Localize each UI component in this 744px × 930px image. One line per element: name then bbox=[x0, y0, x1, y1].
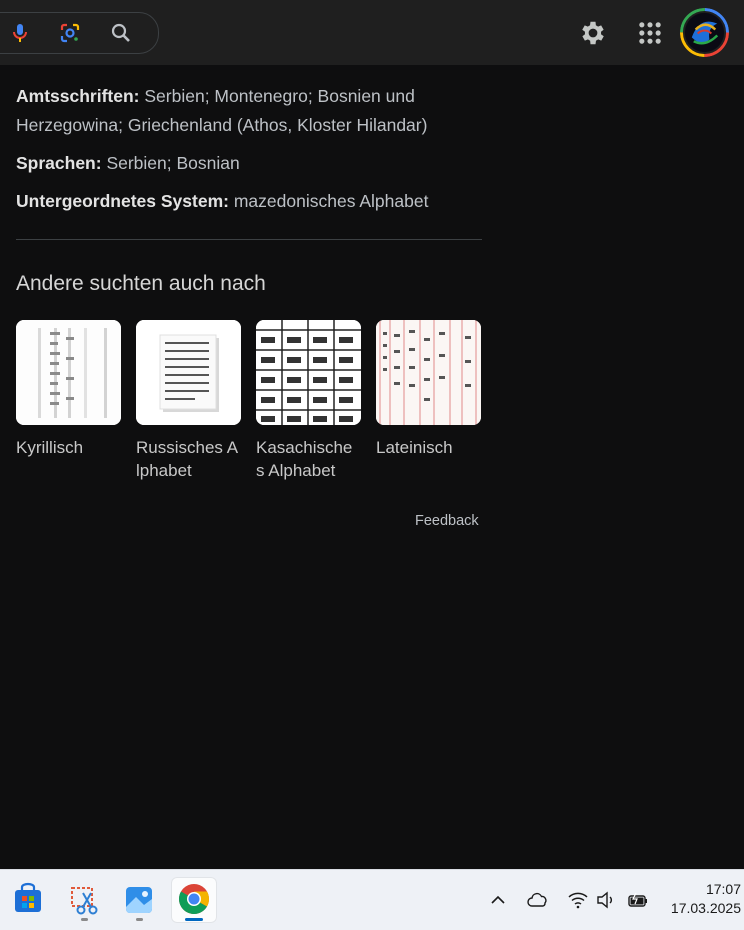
taskbar-app-snipping-tool[interactable] bbox=[61, 877, 107, 923]
thumbnail-image[interactable] bbox=[136, 320, 241, 425]
related-card-kyrillisch[interactable] bbox=[16, 320, 121, 459]
taskbar-app-store[interactable] bbox=[5, 877, 51, 923]
thumbnail-image[interactable] bbox=[16, 320, 121, 425]
fact-sprachen bbox=[16, 149, 482, 178]
related-card-label[interactable]: Lateinisch bbox=[376, 438, 453, 457]
mic-icon[interactable] bbox=[8, 21, 32, 45]
fact-value[interactable]: mazedonisches Alphabet bbox=[233, 191, 429, 211]
taskbar-app-photos[interactable] bbox=[116, 877, 162, 923]
clock-time: 17:07 bbox=[705, 881, 741, 897]
snipping-tool-icon bbox=[61, 877, 107, 923]
apps-grid-icon[interactable] bbox=[636, 19, 664, 47]
related-card-label[interactable]: Kasachische s Alphabet bbox=[256, 438, 353, 480]
knowledge-facts bbox=[16, 82, 482, 225]
fact-value[interactable]: Serbien; Montenegro; Bosnien und Herzegowina; Griechenland (Athos, Kloster Hilandar) bbox=[16, 86, 428, 135]
fact-amtsschriften bbox=[16, 82, 482, 140]
windows-taskbar bbox=[0, 869, 744, 930]
related-card-label[interactable]: Russisches Alphabet bbox=[136, 438, 239, 480]
feedback-link[interactable]: Feedback bbox=[415, 513, 479, 529]
fact-label: Amtsschriften: bbox=[16, 86, 140, 106]
photos-icon bbox=[116, 877, 162, 923]
chrome-icon bbox=[171, 877, 217, 923]
related-searches-title: Andere suchten auch nach bbox=[16, 272, 266, 295]
active-indicator bbox=[185, 918, 203, 921]
store-icon bbox=[5, 877, 51, 923]
wifi-icon[interactable] bbox=[566, 888, 590, 912]
fact-label: Sprachen: bbox=[16, 153, 102, 173]
thumbnail-image[interactable] bbox=[376, 320, 481, 425]
clock-date: 17.03.2025 bbox=[670, 900, 741, 916]
related-card-russisches-alphabet[interactable] bbox=[136, 320, 241, 482]
fact-value[interactable]: Serbien; Bosnian bbox=[106, 153, 240, 173]
volume-icon[interactable] bbox=[594, 888, 618, 912]
running-indicator bbox=[81, 918, 88, 921]
fact-label: Untergeordnetes System: bbox=[16, 191, 229, 211]
search-box[interactable] bbox=[0, 12, 159, 54]
avatar[interactable] bbox=[680, 8, 729, 57]
system-clock[interactable] bbox=[671, 880, 741, 918]
related-card-label[interactable]: Kyrillisch bbox=[16, 438, 84, 457]
related-card-kasachisches-alphabet[interactable] bbox=[256, 320, 361, 482]
taskbar-app-chrome[interactable] bbox=[171, 877, 217, 923]
fact-untergeordnetes-system bbox=[16, 187, 482, 216]
search-icon[interactable] bbox=[109, 21, 133, 45]
thumbnail-image[interactable] bbox=[256, 320, 361, 425]
chevron-up-icon[interactable] bbox=[486, 888, 510, 912]
onedrive-cloud-icon[interactable] bbox=[526, 888, 550, 912]
battery-charging-icon[interactable] bbox=[626, 888, 650, 912]
running-indicator bbox=[136, 918, 143, 921]
top-bar bbox=[0, 0, 744, 65]
google-lens-icon[interactable] bbox=[58, 21, 82, 45]
related-card-lateinisch[interactable] bbox=[376, 320, 481, 459]
gear-icon[interactable] bbox=[578, 18, 608, 48]
divider bbox=[16, 239, 482, 240]
